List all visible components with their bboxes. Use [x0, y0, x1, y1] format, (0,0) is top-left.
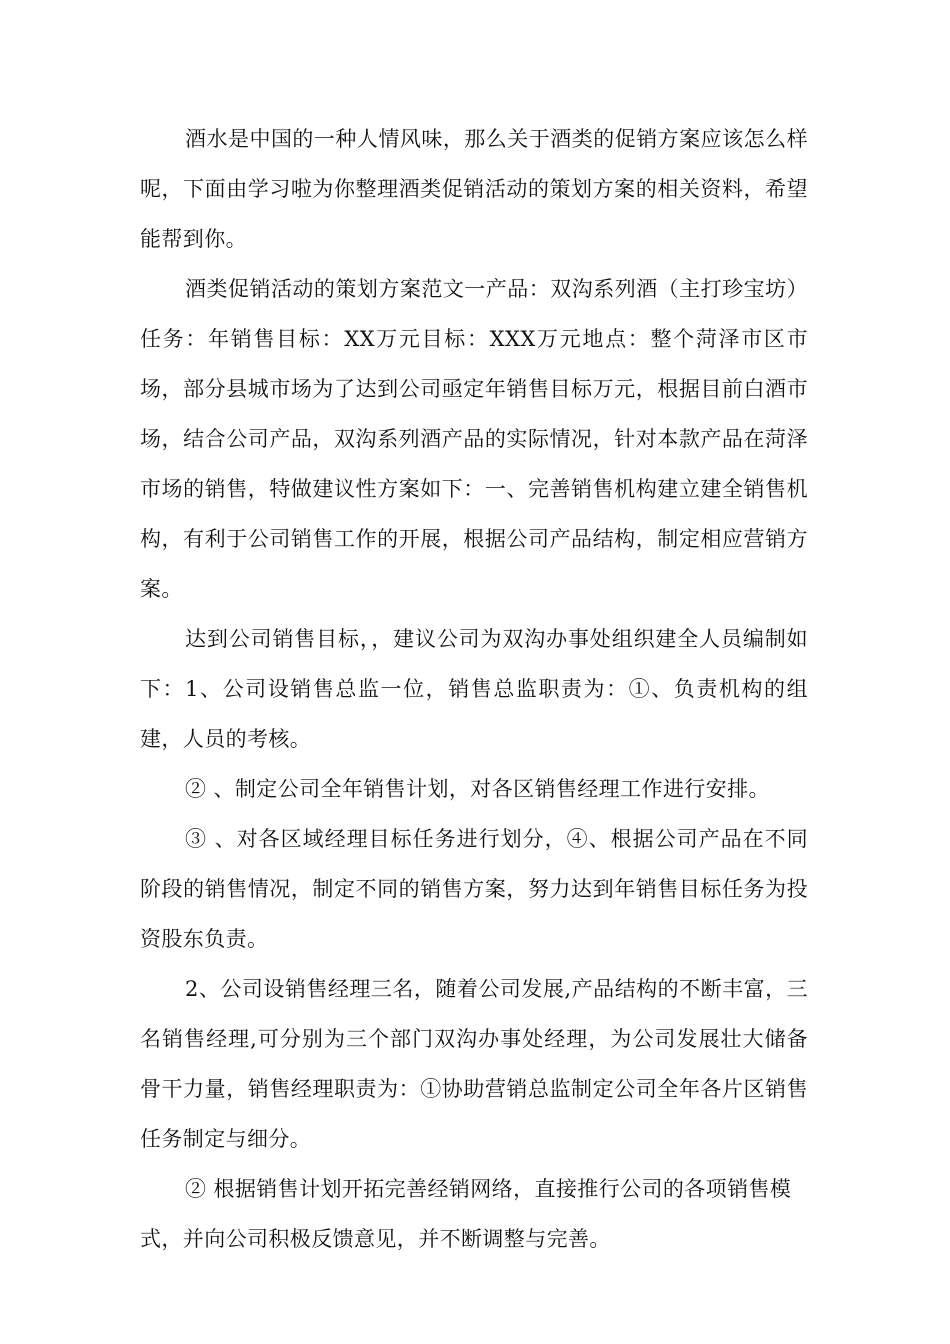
paragraph-sales-managers: 2、公司设销售经理三名，随着公司发展,产品结构的不断丰富，三名销售经理,可分别为三个部门双沟办事处经理，为公司发展壮大储备骨干力量，销售经理职责为：①协助营销总监制定公司全年各片区销售任务制定与细分。: [140, 977, 808, 1151]
document-body: [140, 114, 808, 1264]
paragraph-duty-2: ② 、制定公司全年销售计划，对各区销售经理工作进行安排。: [185, 777, 770, 801]
paragraph-intro: 酒水是中国的一种人情风味，那么关于酒类的促销方案应该怎么样呢，下面由学习啦为你整理酒类促销活动的策划方案的相关资料，希望能帮到你。: [140, 127, 808, 251]
paragraph-manager-duty-2: ② 根据销售计划开拓完善经销网络，直接推行公司的各项销售模式，并向公司积极反馈意见，并不断调整与完善。: [140, 1177, 792, 1251]
paragraph-duty-3-4: ③ 、对各区域经理目标任务进行划分，④、根据公司产品在不同阶段的销售情况，制定不同的销售方案，努力达到年销售目标任务为投资股东负责。: [140, 827, 808, 951]
paragraph-plan-overview: 酒类促销活动的策划方案范文一产品：双沟系列酒（主打珍宝坊）任务：年销售目标：XX万元目标：XXX万元地点：整个菏泽市区市场，部分县城市场为了达到公司亟定年销售目标万元，根据目前白酒市场，结合公司产品，双沟系列酒产品的实际情况，针对本款产品在菏泽市场的销售，特做建议性方案如下：一、完善销售机构建立建全销售机构，有利于公司销售工作的开展，根据公司产品结构，制定相应营销方案。: [140, 277, 808, 601]
paragraph-sales-director: 达到公司销售目标，，建议公司为双沟办事处组织建全人员编制如下：1、公司设销售总监一位，销售总监职责为：①、负责机构的组建，人员的考核。: [140, 627, 808, 751]
